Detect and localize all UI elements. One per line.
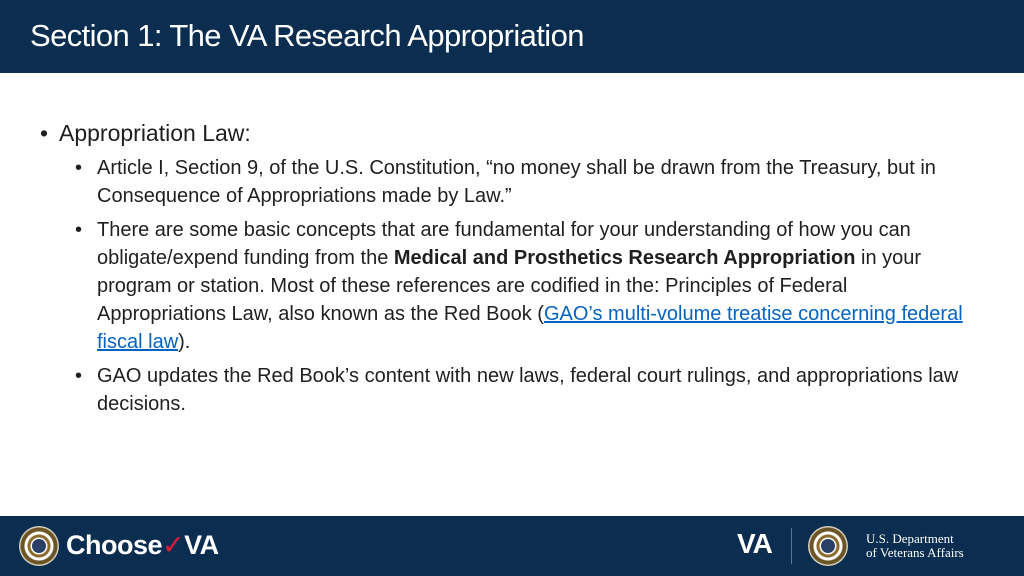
department-name-line1: U.S. Department xyxy=(866,531,954,546)
choose-va-logo-suffix: VA xyxy=(184,530,219,560)
appropriation-name-bold: Medical and Prosthetics Research Appropriation xyxy=(393,247,856,269)
slide-content xyxy=(40,118,990,418)
slide-title: Section 1: The VA Research Appropriation xyxy=(30,18,584,53)
choose-va-logo xyxy=(66,530,219,561)
va-seal-icon xyxy=(19,526,59,566)
department-name xyxy=(866,532,964,560)
department-seal-icon xyxy=(808,526,848,566)
sub-bullet-constitution-text: Article I, Section 9, of the U.S. Constitution, “no money shall be drawn from the Treasury, but in Consequence of Appropriations made by Law.” xyxy=(97,157,936,207)
sub-bullet-constitution xyxy=(75,154,977,210)
choose-va-logo-prefix: Choose xyxy=(66,530,163,560)
choose-va-logo-checkmark: ✓ xyxy=(162,530,185,560)
footer-divider xyxy=(791,528,792,564)
concepts-text-a: There are some basic concepts that are fundamental for your understanding of how you can obligate/expend funding from the xyxy=(97,219,911,269)
bullet-dot-icon: • xyxy=(75,365,83,387)
sub-bullet-gao-updates xyxy=(75,362,977,418)
sub-bullet-basic-concepts xyxy=(75,216,977,356)
bullet-dot-icon: • xyxy=(75,219,83,241)
concepts-text-c: ). xyxy=(178,331,191,353)
slide-header xyxy=(0,0,1024,73)
bullet-dot-icon: • xyxy=(75,157,83,179)
department-name-line2: of Veterans Affairs xyxy=(866,545,964,560)
bullet-appropriation-law: • Appropriation Law: xyxy=(40,118,990,148)
gao-treatise-link[interactable]: GAO’s multi-volume treatise concerning federal fiscal law xyxy=(97,303,963,353)
sub-bullet-gao-updates-text: GAO updates the Red Book’s content with new laws, federal court rulings, and appropriations law decisions. xyxy=(97,365,959,415)
concepts-text-b: in your program or station. Most of these references are codified in the: Principles of Federal Appropriations Law, also known as the Red Book ( xyxy=(97,247,922,325)
va-logo: VA xyxy=(737,528,772,559)
